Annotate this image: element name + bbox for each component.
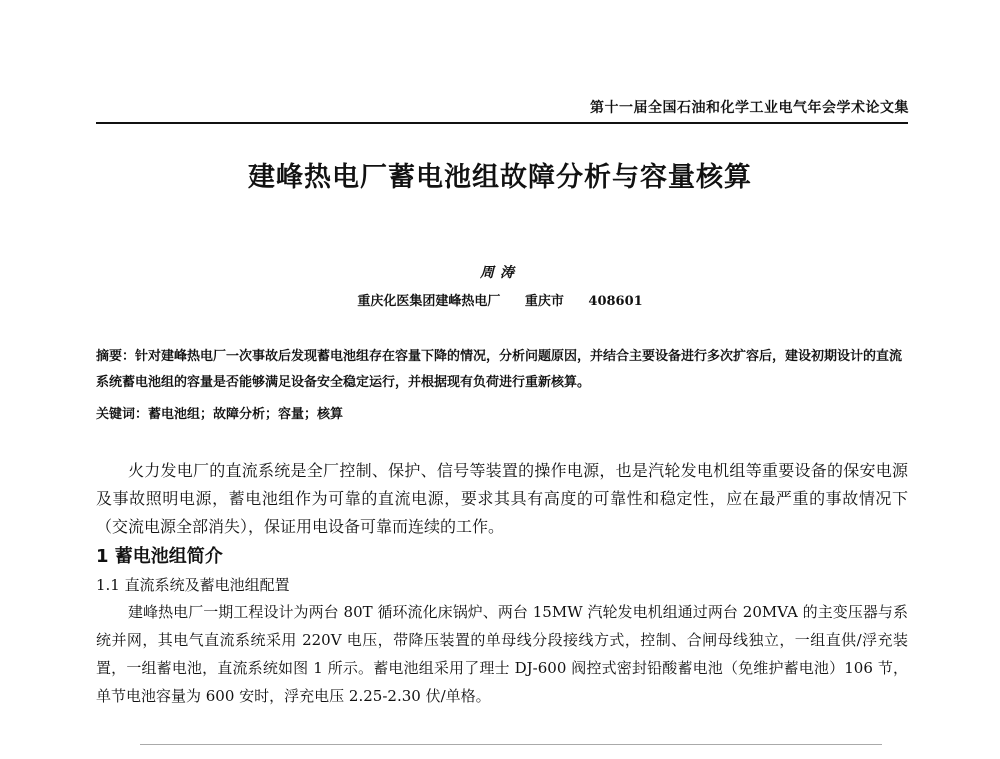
affiliation xyxy=(0,290,1000,309)
abstract-label: 摘要： xyxy=(96,349,136,364)
running-header: 第十一届全国石油和化学工业电气年会学术论文集 xyxy=(590,100,909,116)
abstract-text: 针对建峰热电厂一次事故后发现蓄电池组存在容量下降的情况，分析问题原因，并结合主要设备进行多次扩容后，建设初期设计的直流系统蓄电池组的容量是否能够满足设备安全稳定运行，并根据现有负荷进行重新核算。 xyxy=(96,349,903,390)
keywords-text: 蓄电池组；故障分析；容量；核算 xyxy=(148,407,344,422)
intro-paragraph: 火力发电厂的直流系统是全厂控制、保护、信号等装置的操作电源，也是汽轮发电机组等重要设备的保安电源及事故照明电源，蓄电池组作为可靠的直流电源，要求其具有高度的可靠性和稳定性，应在最严重的事故情况下（交流电源全部消失），保证用电设备可靠而连续的工作。 xyxy=(96,461,908,536)
paper-title: 建峰热电厂蓄电池组故障分析与容量核算 xyxy=(248,162,752,193)
affiliation-org: 重庆化医集团建峰热电厂 xyxy=(357,294,501,309)
affiliation-postcode: 408601 xyxy=(588,294,643,309)
keywords xyxy=(96,402,908,428)
header-rule xyxy=(96,122,908,124)
abstract xyxy=(96,344,908,396)
author: 周涛 xyxy=(480,265,520,281)
body-paragraph: 建峰热电厂一期工程设计为两台 80T 循环流化床锅炉、两台 15MW 汽轮发电机组通过两台 20MVA 的主变压器与系统并网，其电气直流系统采用 220V 电压，带降压装置的单母线分段接线方式，控制、合闸母线独立，一组直供/浮充装置，一组蓄电池，直流系统如图 1 所示。蓄电池组采用了理士 DJ-600 阀控式密封铅酸蓄电池（免维护蓄电池）106 节，单节电池容量为 600 安时，浮充电压 2.25-2.30 伏/单格。 xyxy=(96,603,908,705)
section-heading: 1 蓄电池组简介 xyxy=(96,546,223,567)
footer-rule xyxy=(140,744,882,745)
subsection-heading: 1.1 直流系统及蓄电池组配置 xyxy=(96,576,290,594)
affiliation-city: 重庆市 xyxy=(524,294,564,309)
keywords-label: 关键词： xyxy=(96,407,149,422)
